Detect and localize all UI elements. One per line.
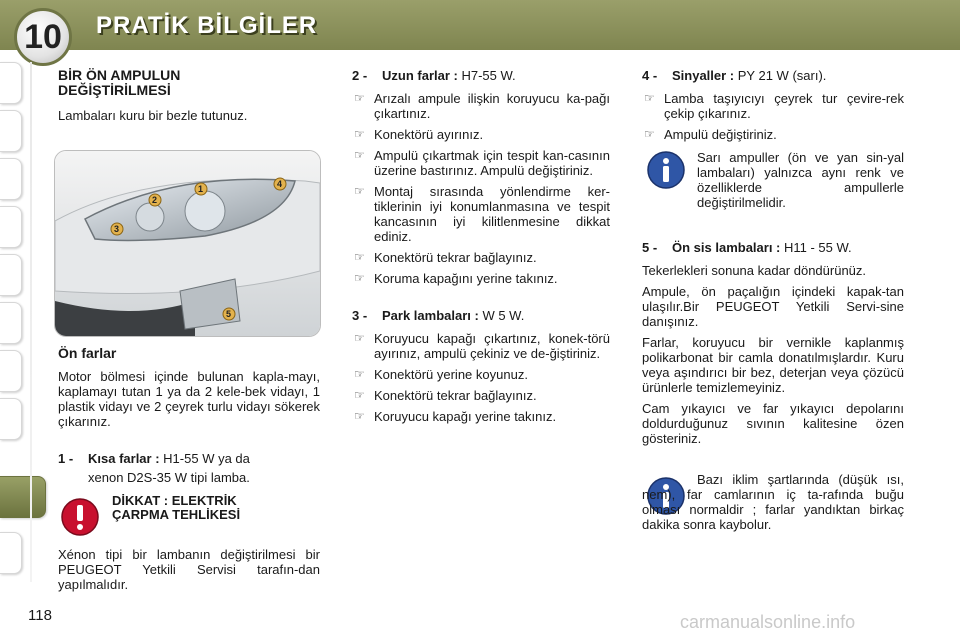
step-2-list: [352, 91, 610, 286]
chapter-tab[interactable]: [0, 254, 22, 296]
photo-label-5: 5: [226, 309, 232, 319]
photo-label-4: 4: [277, 179, 283, 189]
photo-label-1: 1: [198, 184, 204, 194]
info-note-1-text: Sarı ampuller (ön ve yan sin-yal lambaları) yalnızca aynı renk ve özelliklerde ampullerle değiştirilmelidir.: [697, 150, 904, 210]
pointing-hand-icon: ☞: [354, 367, 365, 381]
step-1-continued: xenon D2S-35 W tipi lamba.: [88, 470, 250, 485]
fog-paragraph-1: Tekerlekleri sonuna kadar döndürünüz.: [642, 263, 867, 278]
warning-section: [58, 547, 320, 598]
step-3: 3 - Park lambaları : W 5 W.: [352, 308, 525, 323]
list-item: ☞ Ampulü çıkartmak için tespit kan-casının üzerine bastırınız. Ampulü değiştiriniz.: [354, 148, 610, 178]
pointing-hand-icon: ☞: [354, 127, 365, 141]
pointing-hand-icon: ☞: [354, 388, 365, 402]
chapter-tab[interactable]: [0, 110, 22, 152]
warning-title: DİKKAT : ELEKTRİK ÇARPMA TEHLİKESİ: [112, 493, 241, 522]
warning-icon: [60, 497, 100, 542]
info-icon: [646, 150, 686, 195]
car-front-illustration: [55, 151, 320, 336]
list-item: ☞ Konektörü tekrar bağlayınız.: [354, 388, 537, 403]
chapter-tab[interactable]: [0, 398, 22, 440]
warning-text: Xénon tipi bir lambanın değiştirilmesi bir PEUGEOT Yetkili Servisi tarafın-dan yapılmalıdır.: [58, 547, 320, 592]
pointing-hand-icon: ☞: [354, 331, 365, 345]
intro-text: Lambaları kuru bir bezle tutunuz.: [58, 108, 248, 123]
pointing-hand-icon: ☞: [354, 250, 365, 264]
page-title: PRATİK BİLGİLER: [96, 12, 318, 39]
list-item: ☞ Ampulü değiştiriniz.: [644, 127, 777, 142]
chapter-tab[interactable]: [0, 62, 22, 104]
step-5: 5 - Ön sis lambaları : H11 - 55 W.: [642, 240, 852, 255]
info-note-1: [697, 150, 904, 216]
chapter-tab[interactable]: [0, 302, 22, 344]
pointing-hand-icon: ☞: [354, 184, 365, 198]
list-item: ☞ Montaj sırasında yönlendirme ker-tiklerinin iyi konumlanmasına ve tespit kancasının iyi kilitlenmesine dikkat ediniz.: [354, 184, 610, 244]
list-item: ☞ Arızalı ampule ilişkin koruyucu ka-pağı çıkartınız.: [354, 91, 610, 121]
fog-lamps-section: [642, 240, 904, 452]
pointing-hand-icon: ☞: [354, 271, 365, 285]
list-item: ☞ Lamba taşıyıcıyı çeyrek tur çevire-rek çekip çıkarınız.: [644, 91, 904, 121]
step-4: 4 - Sinyaller : PY 21 W (sarı).: [642, 68, 827, 83]
front-lights-section: [58, 346, 320, 485]
chapter-tab[interactable]: [0, 350, 22, 392]
right-column: [642, 68, 904, 152]
chapter-tabs: [0, 62, 22, 582]
chapter-badge: 10: [14, 8, 72, 66]
list-item: ☞ Konektörü tekrar bağlayınız.: [354, 250, 537, 265]
chapter-tab[interactable]: [0, 158, 22, 200]
list-item: ☞ Konektörü yerine koyunuz.: [354, 367, 528, 382]
tab-divider: [30, 62, 32, 582]
chapter-tab-active[interactable]: [0, 476, 46, 518]
step-4-list: [642, 91, 904, 142]
pointing-hand-icon: ☞: [644, 127, 655, 141]
front-lights-text: Motor bölmesi içinde bulunan kapla-mayı, kaplamayı tutan 1 ya da 2 kele-bek vidayı, 1 plastik vidayı ve 2 çeyrek turlu vidayı sökerek çıkarınız.: [58, 369, 320, 429]
step-2: 2 - Uzun farlar : H7-55 W.: [352, 68, 516, 83]
watermark: carmanualsonline.info: [680, 612, 856, 632]
section-title: BİR ÖN AMPULUN DEĞİŞTİRİLMESİ: [58, 67, 181, 98]
pointing-hand-icon: ☞: [354, 91, 365, 105]
fog-paragraph-2: Ampule, ön paçalığın içindeki kapak-tan ulaşılır.Bir PEUGEOT Yetkili Servi-sine danışınız.: [642, 284, 904, 329]
info-note-2-text: Bazı iklim şartlarında (düşük ısı, nem), far camlarının iç ta-rafında buğu olması normaldir ; farlar yandıktan birkaç dakika sonra kaybolur.: [642, 472, 904, 532]
page-number: 118: [28, 607, 52, 624]
pointing-hand-icon: ☞: [354, 409, 365, 423]
list-item: ☞ Koruyucu kapağı çıkartınız, konek-törü ayırınız, ampulü çekiniz ve de-ğiştiriniz.: [354, 331, 610, 361]
chapter-tab[interactable]: [0, 532, 22, 574]
step-3-list: [352, 331, 610, 424]
chapter-tab[interactable]: [0, 206, 22, 248]
pointing-hand-icon: ☞: [354, 148, 365, 162]
middle-column: [352, 68, 610, 434]
list-item: ☞ Konektörü ayırınız.: [354, 127, 484, 142]
fog-paragraph-4: Cam yıkayıcı ve far yıkayıcı depolarını doldurduğunuz sıvının kalitesine özen gösteriniz.: [642, 401, 904, 446]
list-item: ☞ Koruma kapağını yerine takınız.: [354, 271, 558, 286]
photo-label-2: 2: [152, 195, 158, 205]
info-note-2: [642, 472, 904, 538]
fog-paragraph-3: Farlar, koruyucu bir vernikle kaplanmış polikarbonat bir camla donatılmışlardır. Kuru veya aşındırıcı bir bez, deterjan veya çözücü ürünlerle temizlemeyiniz.: [642, 335, 904, 395]
pointing-hand-icon: ☞: [644, 91, 655, 105]
headlight-photo: [54, 150, 321, 337]
photo-label-3: 3: [114, 224, 120, 234]
list-item: ☞ Koruyucu kapağı yerine takınız.: [354, 409, 557, 424]
front-lights-heading: Ön farlar: [58, 345, 117, 361]
left-column: [58, 68, 320, 129]
step-1: 1 - Kısa farlar : H1-55 W ya da: [58, 451, 250, 466]
